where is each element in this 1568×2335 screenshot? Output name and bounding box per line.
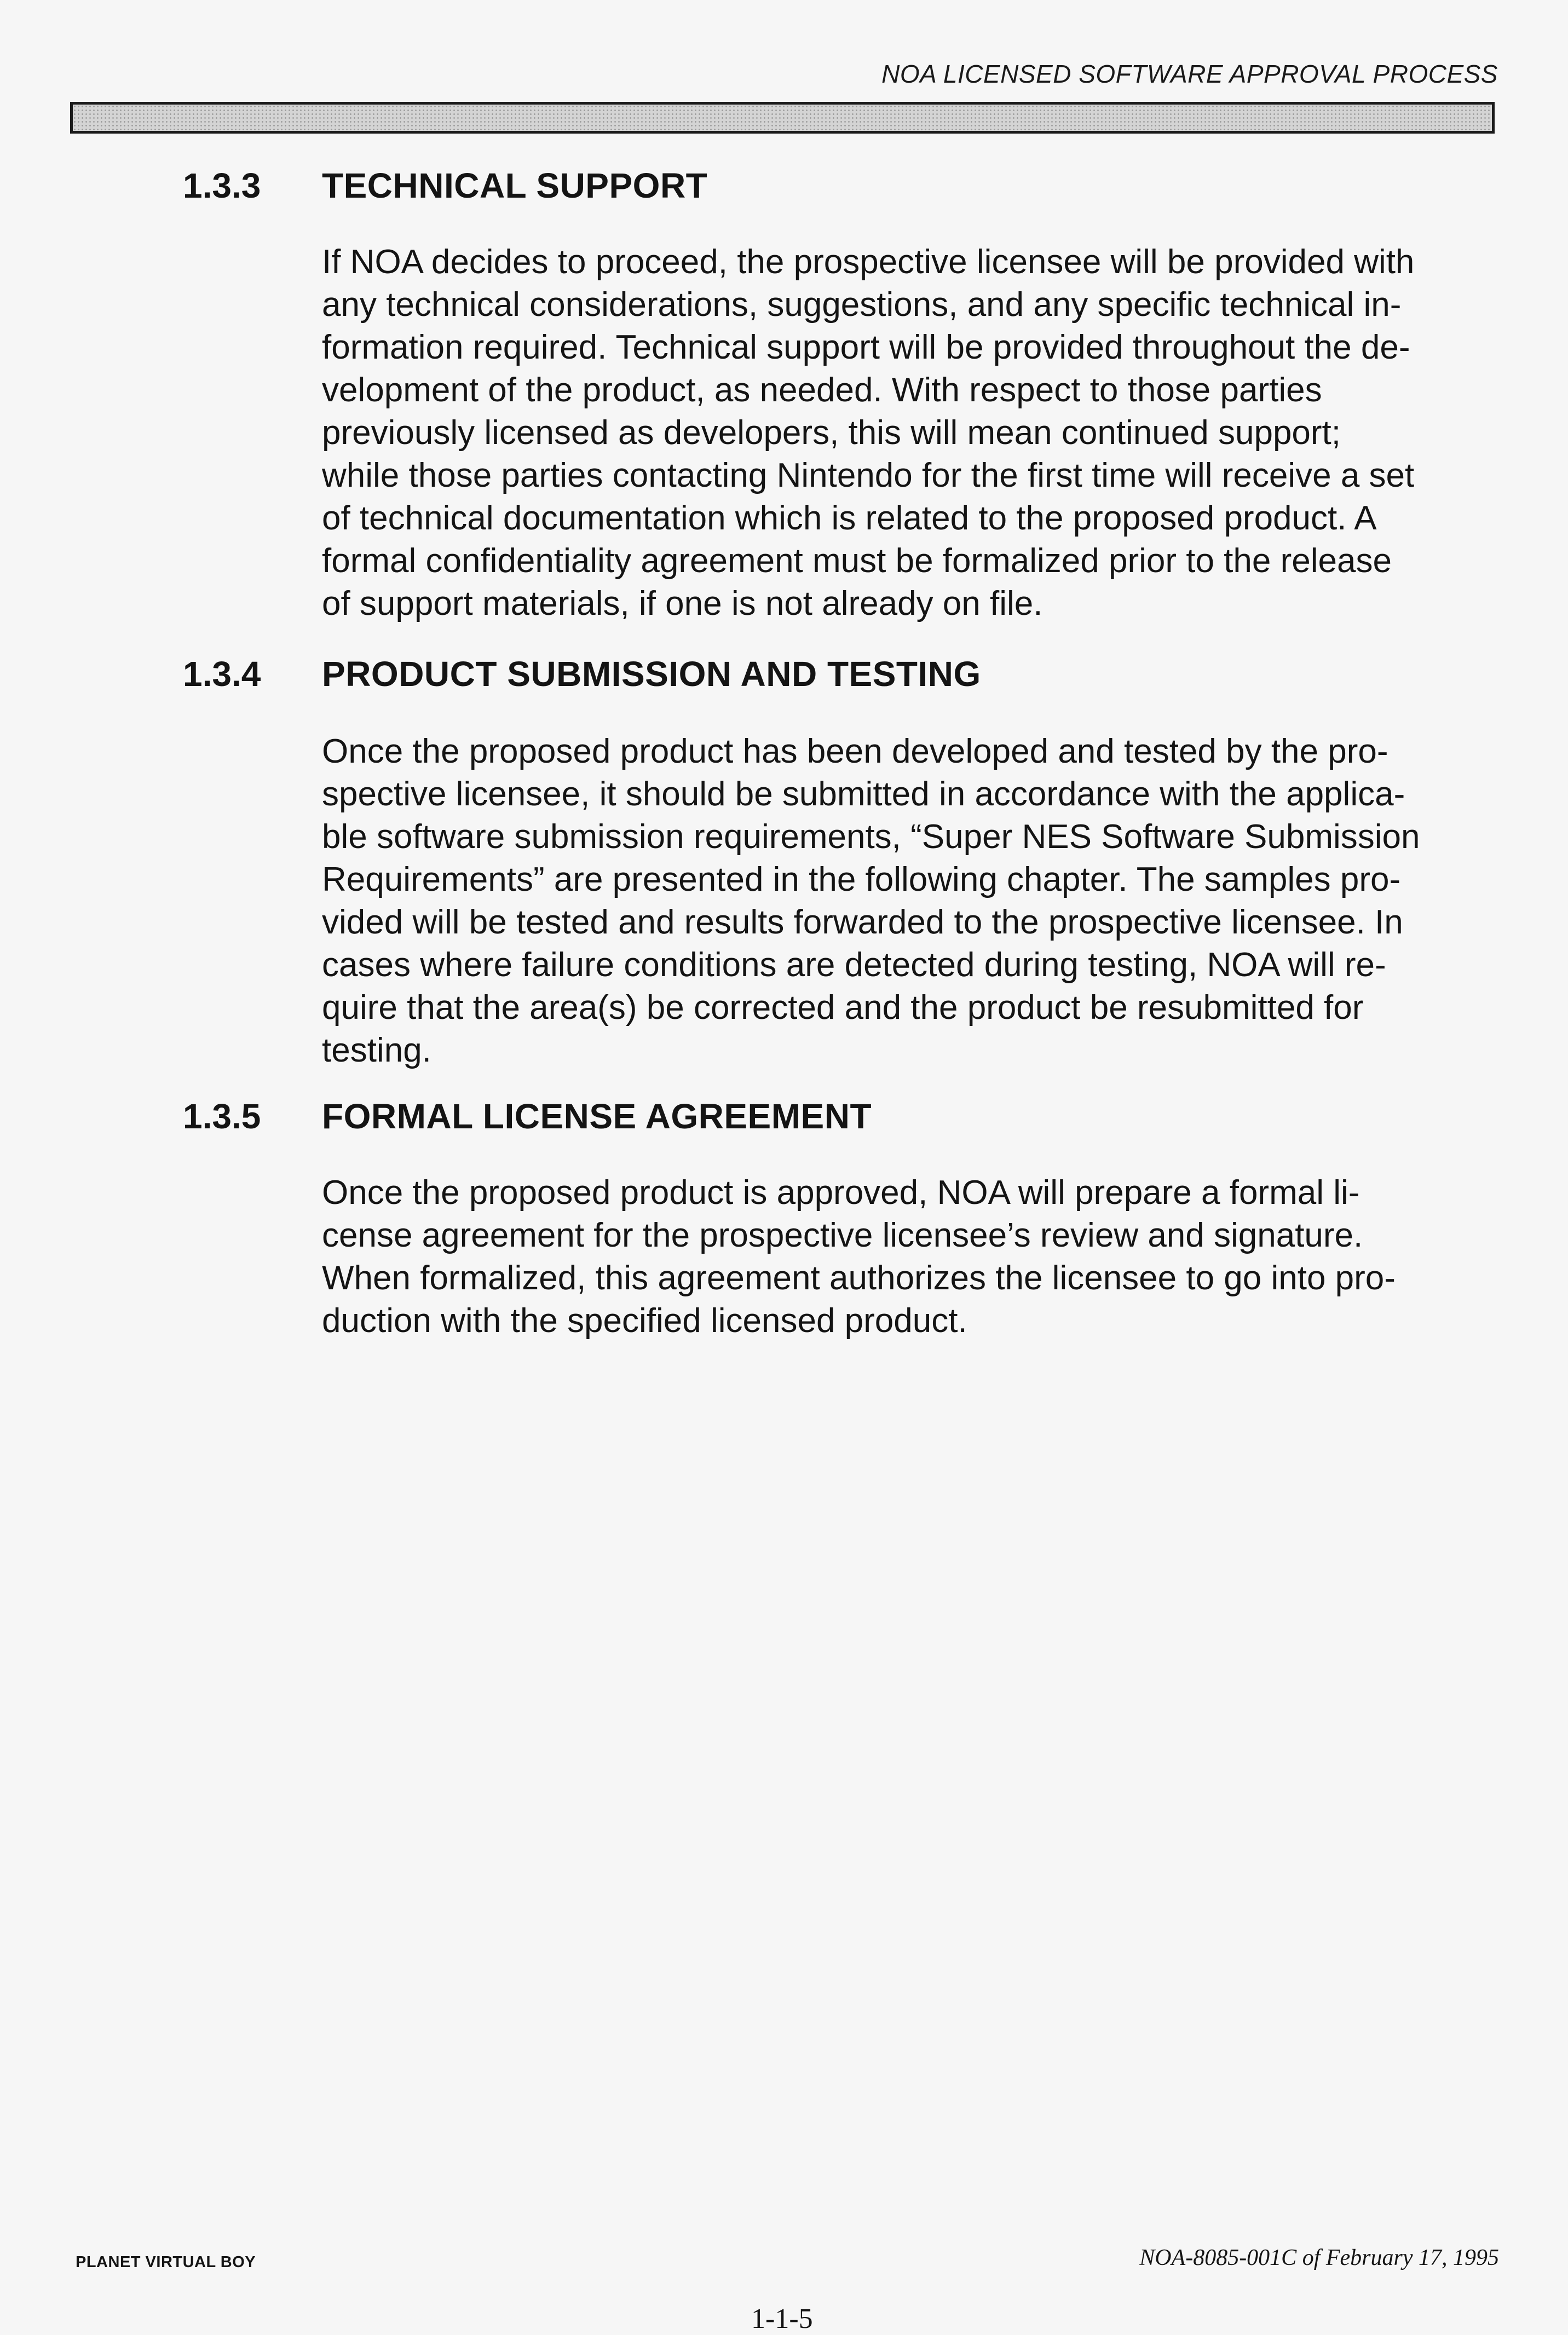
body-line: previously licensed as developers, this will mean continued support; (322, 414, 1341, 452)
body-line: When formalized, this agreement authorizes the licensee to go into pro- (322, 1259, 1396, 1297)
section-body (322, 730, 1499, 1072)
body-line: cases where failure conditions are detected during testing, NOA will re- (322, 946, 1386, 984)
page-number: 1-1-5 (751, 2303, 813, 2334)
body-line: any technical considerations, suggestions, and any specific technical in- (322, 286, 1402, 324)
body-line: Requirements” are presented in the following chapter. The samples pro- (322, 861, 1401, 898)
body-line: quire that the area(s) be corrected and the product be resubmitted for (322, 989, 1364, 1027)
footer-document-id: NOA-8085-001C of February 17, 1995 (1139, 2245, 1499, 2270)
section-number: 1.3.4 (183, 654, 261, 694)
body-line: testing. (322, 1031, 431, 1069)
body-line: spective licensee, it should be submitted in accordance with the applica- (322, 775, 1405, 813)
body-line: duction with the specified licensed product. (322, 1302, 967, 1340)
body-line: formation required. Technical support will be provided throughout the de- (322, 328, 1410, 366)
body-line: cense agreement for the prospective licensee’s review and signature. (322, 1216, 1363, 1254)
section-heading: FORMAL LICENSE AGREEMENT (322, 1097, 872, 1136)
body-line: ble software submission requirements, “Super NES Software Submission (322, 818, 1420, 856)
section-number: 1.3.5 (183, 1097, 261, 1136)
body-line: Once the proposed product is approved, NOA will prepare a formal li- (322, 1174, 1360, 1212)
body-line: vided will be tested and results forwarded to the prospective licensee. In (322, 903, 1403, 941)
running-header: NOA LICENSED SOFTWARE APPROVAL PROCESS (881, 60, 1498, 88)
body-line: velopment of the product, as needed. With respect to those parties (322, 371, 1322, 409)
header-rule-bar (70, 102, 1495, 134)
section-body (322, 1172, 1499, 1342)
body-line: Once the proposed product has been developed and tested by the pro- (322, 733, 1388, 770)
section-heading: PRODUCT SUBMISSION AND TESTING (322, 654, 981, 694)
body-line: formal confidentiality agreement must be formalized prior to the release (322, 542, 1392, 580)
body-line: of technical documentation which is related to the proposed product. A (322, 499, 1377, 537)
body-line: If NOA decides to proceed, the prospective licensee will be provided with (322, 243, 1415, 281)
section-number: 1.3.3 (183, 166, 261, 205)
footer-source-label: PLANET VIRTUAL BOY (76, 2253, 256, 2271)
body-line: while those parties contacting Nintendo for the first time will receive a set (322, 457, 1415, 494)
section-body (322, 241, 1499, 625)
body-line: of support materials, if one is not already on file. (322, 585, 1043, 622)
section-heading: TECHNICAL SUPPORT (322, 166, 708, 205)
